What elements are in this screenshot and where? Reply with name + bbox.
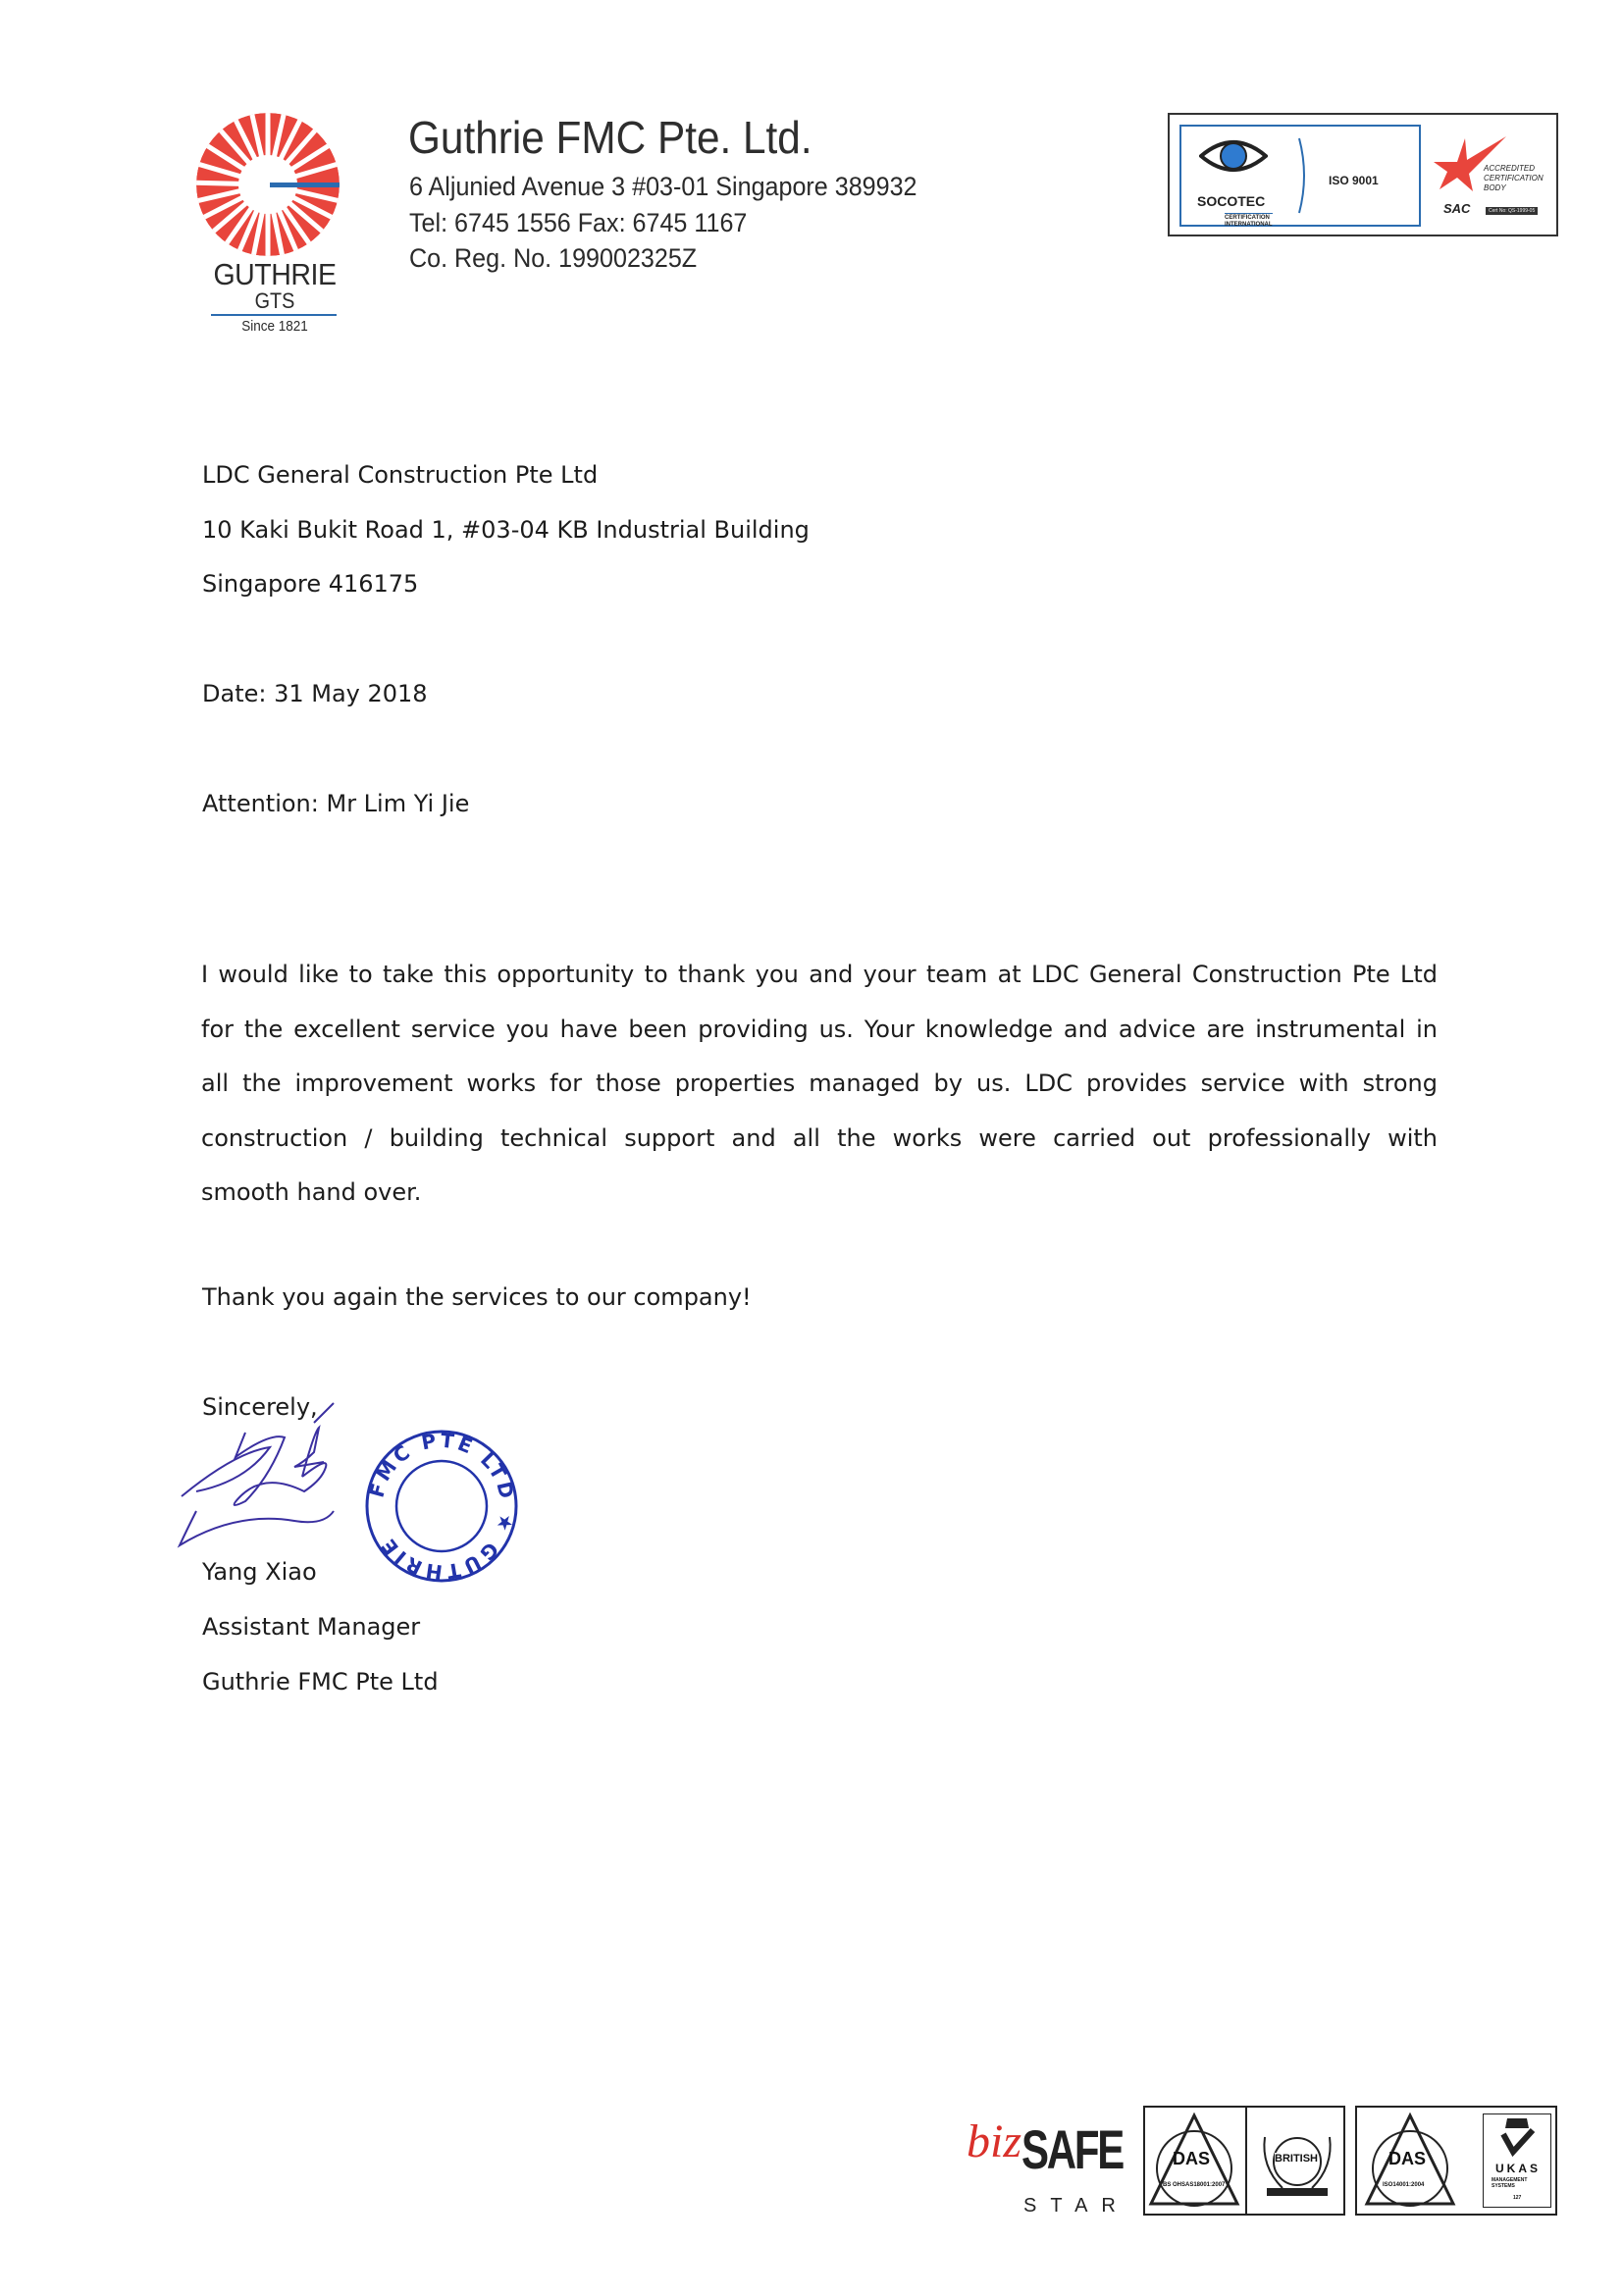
- body-line: all the improvement works for those properties managed by us. LDC provides service with strong: [201, 1070, 1438, 1097]
- recipient-address-line-1: 10 Kaki Bukit Road 1, #03-04 KB Industrial Building: [202, 516, 810, 544]
- attention-line: Attention: Mr Lim Yi Jie: [202, 790, 470, 817]
- iso14001-ukas-cert: [1355, 2106, 1557, 2216]
- signatory-title: Assistant Manager: [202, 1613, 421, 1641]
- ukas-sub-line-1: MANAGEMENT: [1492, 2177, 1528, 2183]
- socotec-sub-line-2: INTERNATIONAL: [1225, 222, 1273, 228]
- socotec-sub-line-1: CERTIFICATION: [1225, 215, 1270, 221]
- sac-accreditation: [1484, 164, 1544, 193]
- company-contact: Tel: 6745 1556 Fax: 6745 1167: [409, 208, 748, 237]
- body-line: for the excellent service you have been providing us. Your knowledge and advice are instrumental in: [201, 1015, 1438, 1043]
- company-seal-stamp: [363, 1428, 520, 1585]
- ukas-number: 127: [1513, 2195, 1522, 2201]
- sac-cert-number: Cert No: QS-1999-05: [1486, 207, 1538, 215]
- iso-certification-badge: [1168, 113, 1558, 236]
- das-logo: DAS: [1173, 2149, 1211, 2168]
- guthrie-logo: [191, 110, 358, 345]
- logo-brand: GUTHRIE: [213, 257, 337, 291]
- cert-divider: [1245, 2108, 1247, 2214]
- bizsafe-main: SAFE: [1021, 2118, 1124, 2180]
- ohsas-standard: BS OHSAS18001:2007: [1163, 2182, 1226, 2188]
- recipient-address-line-2: Singapore 416175: [202, 570, 419, 598]
- company-registration: Co. Reg. No. 199002325Z: [409, 243, 698, 273]
- company-name: Guthrie FMC Pte. Ltd.: [408, 112, 812, 163]
- body-line: I would like to take this opportunity to thank you and your team at LDC General Construction Pte Ltd: [201, 961, 1438, 988]
- das-logo: DAS: [1388, 2149, 1427, 2168]
- sac-acc-line-3: BODY: [1484, 183, 1506, 192]
- socotec-eye-icon: [1199, 134, 1268, 179]
- sac-acc-line-2: CERTIFICATION: [1484, 174, 1544, 183]
- bizsafe-star: STAR: [1023, 2195, 1129, 2217]
- salutation: Sincerely,: [202, 1393, 318, 1421]
- letter-body: [201, 948, 1438, 1221]
- ukas-sub-line-2: SYSTEMS: [1492, 2183, 1515, 2189]
- letter-date: Date: 31 May 2018: [202, 680, 428, 707]
- sac-acc-line-1: ACCREDITED: [1484, 164, 1536, 173]
- socotec-panel: [1179, 125, 1421, 227]
- crown-check-icon: [1497, 2116, 1537, 2160]
- iso14001-standard: ISO14001:2004: [1383, 2182, 1425, 2188]
- british-label: BRITISH: [1275, 2153, 1318, 2165]
- svg-text:FMC PTE LTD ★ GUTHRIE: FMC PTE LTD ★ GUTHRIE: [364, 1428, 520, 1585]
- body-line: construction / building technical support and all the works were carried out professionally with: [201, 1123, 1438, 1152]
- ukas-panel: [1483, 2113, 1551, 2208]
- recipient-company: LDC General Construction Pte Ltd: [202, 461, 599, 489]
- sac-label: SAC: [1443, 201, 1471, 216]
- closing-thanks: Thank you again the services to our company!: [202, 1283, 752, 1311]
- signatory-name: Yang Xiao: [202, 1558, 317, 1586]
- body-line: smooth hand over.: [201, 1178, 422, 1206]
- bizsafe-star-logo: [967, 2113, 1129, 2230]
- logo-sub: GTS: [254, 288, 295, 313]
- logo-divider: [211, 314, 337, 316]
- ukas-sub: [1492, 2177, 1527, 2189]
- signature-scribble: [177, 1393, 373, 1570]
- ukas-label: UKAS: [1495, 2162, 1542, 2175]
- logo-since: Since 1821: [241, 318, 308, 335]
- sunburst-icon: [191, 110, 358, 257]
- company-address: 6 Aljunied Avenue 3 #03-01 Singapore 389932: [409, 172, 917, 201]
- socotec-label: SOCOTEC: [1197, 193, 1266, 209]
- bizsafe-prefix: biz: [967, 2115, 1022, 2167]
- signatory-company: Guthrie FMC Pte Ltd: [202, 1668, 439, 1696]
- ohsas-british-cert: [1143, 2106, 1345, 2216]
- bracket-divider: [1297, 136, 1309, 215]
- socotec-sub: [1225, 213, 1273, 229]
- iso-standard: ISO 9001: [1329, 174, 1379, 187]
